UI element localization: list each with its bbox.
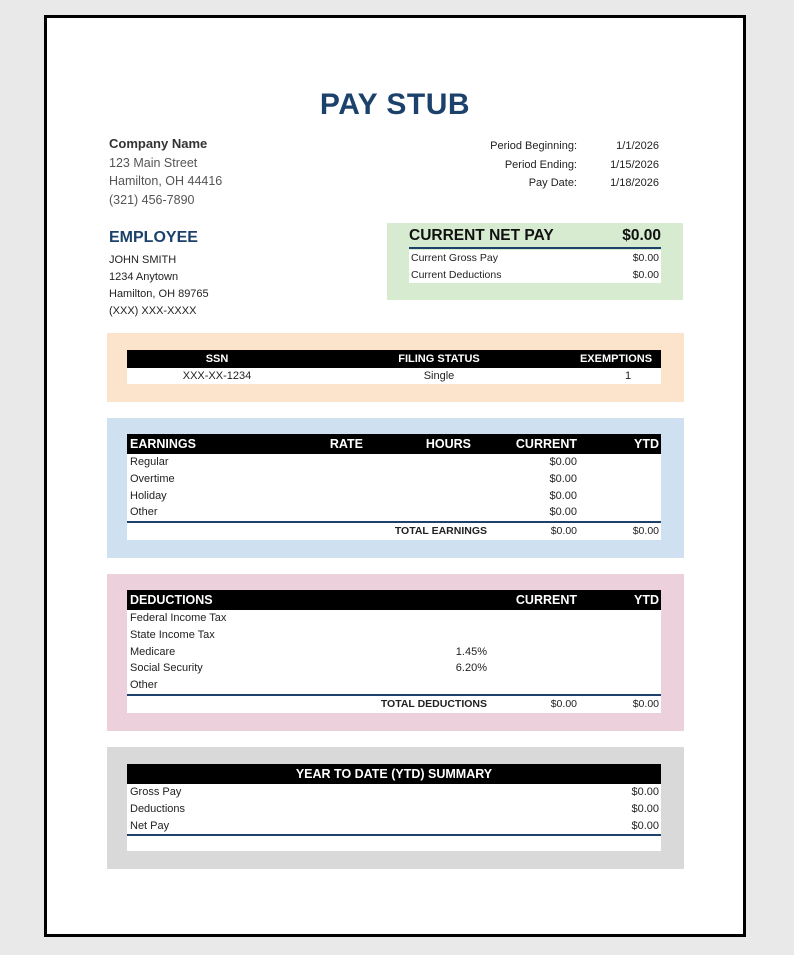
earnings-panel <box>107 418 684 558</box>
deduction-rate: 6.20% <box>455 662 487 675</box>
net-pay-label: CURRENT NET PAY <box>409 227 554 244</box>
deduction-label: Other <box>130 679 158 692</box>
total-deductions-ytd: $0.00 <box>632 697 659 710</box>
total-deductions-label: TOTAL DEDUCTIONS <box>380 697 487 710</box>
company-street: 123 Main Street <box>109 155 198 170</box>
table-row <box>127 818 661 835</box>
deduction-label: State Income Tax <box>130 628 215 641</box>
table-row <box>127 488 661 505</box>
table-row <box>127 471 661 488</box>
earnings-total-row <box>127 521 661 540</box>
deduction-label: Social Security <box>130 662 203 675</box>
deduction-rate: 1.45% <box>455 645 487 658</box>
period-beginning-value: 1/1/2026 <box>616 140 659 152</box>
ytd-value: $0.00 <box>631 786 659 798</box>
earnings-table <box>127 434 661 540</box>
ssn-header: SSN <box>205 353 229 365</box>
pay-period-block <box>447 138 659 194</box>
gross-pay-label: Current Gross Pay <box>411 252 498 264</box>
table-row <box>127 454 661 471</box>
total-earnings-current: $0.00 <box>550 525 577 538</box>
ytd-value: $0.00 <box>631 802 659 815</box>
company-block <box>109 135 222 210</box>
exemptions-header: EXEMPTIONS <box>579 353 653 365</box>
ytd-value: $0.00 <box>631 819 659 832</box>
ytd-header: YTD <box>634 437 659 451</box>
pay-date-value: 1/18/2026 <box>610 177 659 189</box>
deductions-table <box>127 590 661 713</box>
ytd-label: Net Pay <box>130 819 170 832</box>
current-deductions-value: $0.00 <box>632 268 659 281</box>
net-pay-panel <box>387 223 683 300</box>
table-row <box>127 610 661 627</box>
total-deductions-current: $0.00 <box>550 697 577 710</box>
earning-current: $0.00 <box>549 489 577 502</box>
deductions-panel <box>107 574 684 731</box>
ytd-label: Deductions <box>130 802 186 815</box>
company-city: Hamilton, OH 44416 <box>109 174 223 189</box>
earning-label: Other <box>130 506 158 519</box>
filing-status-value: Single <box>423 370 455 382</box>
period-beginning-label: Period Beginning: <box>490 140 577 152</box>
ssn-value: XXX-XX-1234 <box>182 370 252 382</box>
earning-current: $0.00 <box>549 472 577 485</box>
ytd-blank-row <box>127 834 661 851</box>
earning-label: Holiday <box>130 489 167 502</box>
pay-date-label: Pay Date: <box>528 177 577 189</box>
earning-current: $0.00 <box>549 456 577 468</box>
company-name: Company Name <box>109 136 208 151</box>
period-ending-label: Period Ending: <box>504 158 577 171</box>
net-pay-value: $0.00 <box>622 227 661 244</box>
employee-city: Hamilton, OH 89765 <box>109 288 209 300</box>
employee-block <box>109 252 209 320</box>
employee-street: 1234 Anytown <box>109 271 179 283</box>
deduction-label: Medicare <box>130 645 176 658</box>
ytd-summary-table <box>127 764 661 851</box>
table-row <box>127 660 661 677</box>
ytd-summary-panel <box>107 747 684 869</box>
deductions-total-row <box>127 694 661 713</box>
earning-label: Overtime <box>130 472 175 485</box>
filing-status-header: FILING STATUS <box>398 353 480 365</box>
earning-label: Regular <box>130 456 169 468</box>
rate-header: RATE <box>329 437 363 451</box>
employee-heading: EMPLOYEE <box>109 229 198 246</box>
company-phone: (321) 456-7890 <box>109 193 195 208</box>
pay-stub-page <box>44 15 746 937</box>
exemptions-value: 1 <box>624 370 632 382</box>
deduction-label: Federal Income Tax <box>130 612 227 624</box>
table-row <box>127 644 661 661</box>
ytd-summary-header: YEAR TO DATE (YTD) SUMMARY <box>295 767 493 781</box>
page-title: PAY STUB <box>319 88 471 121</box>
ytd-label: Gross Pay <box>130 786 182 798</box>
earnings-header: EARNINGS <box>130 437 196 451</box>
employee-name: JOHN SMITH <box>109 254 177 266</box>
current-deductions-label: Current Deductions <box>411 268 502 281</box>
hours-header: HOURS <box>425 437 471 451</box>
table-row <box>127 784 661 801</box>
period-ending-value: 1/15/2026 <box>610 158 659 171</box>
table-row <box>127 677 661 694</box>
table-row <box>127 801 661 818</box>
gross-pay-value: $0.00 <box>632 252 659 264</box>
earning-current: $0.00 <box>549 506 577 519</box>
deduction-rate <box>327 627 487 644</box>
deduction-rate <box>327 677 487 694</box>
total-earnings-ytd: $0.00 <box>632 525 659 538</box>
total-earnings-label: TOTAL EARNINGS <box>394 525 487 538</box>
employee-info-panel <box>107 333 684 402</box>
current-header: CURRENT <box>515 437 577 451</box>
deductions-current-header: CURRENT <box>515 593 577 607</box>
deduction-rate <box>327 610 487 627</box>
deductions-ytd-header: YTD <box>634 593 659 607</box>
employee-phone: (XXX) XXX-XXXX <box>109 305 197 317</box>
deductions-header: DEDUCTIONS <box>130 593 213 607</box>
table-row <box>127 627 661 644</box>
table-row <box>127 504 661 521</box>
employee-info-table <box>127 350 661 384</box>
